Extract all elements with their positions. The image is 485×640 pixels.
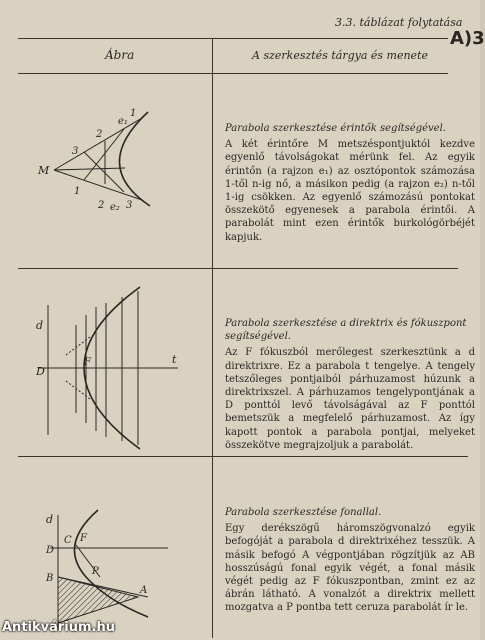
column-header-figure: Ábra xyxy=(105,48,135,62)
label-D: D xyxy=(46,545,55,556)
row2-title: Parabola szerkesztése a direktrix és fókuszpont segítségével. xyxy=(225,318,467,343)
row-rule-2 xyxy=(18,456,468,457)
row1-body: A két érintőre M metszéspontjuktól kezdve egyenlő távolságokat mérünk fel. Az egyik érintőn (a rajzon e₁) az osztópontok számozása 1-től n-ig nő, a másikon pedig (a rajzon e₂) n-től 1-ig csökken. Az egyenlő számozású pontokat összekötő egyenesek a parabola érintői. A parabolát mint ezen érintők burkológörbéjét kapjuk. xyxy=(225,139,475,243)
watermark: Antikvárium.hu xyxy=(2,620,115,635)
corner-label: A)3 xyxy=(450,28,485,49)
label-d: d xyxy=(36,319,44,332)
row3-text xyxy=(225,506,475,615)
row2-body: Az F fókuszból merőlegest szerkesztünk a d direktrixre. Ez a parabola t tengelye. A tengely tetszőleges pontjaiból párhuzamost húzunk a direktrixszel. A párhuzamos tengelypontjának a D ponttól levő távolságával az F ponttól bemetszük a megfelelő párhuzamost. Az így kapott pontok a parabola pontjai, melyeket összekötve megrajzoljuk a parabolát. xyxy=(225,347,475,451)
column-divider xyxy=(212,38,213,638)
label-C: C xyxy=(64,535,72,546)
figure-string-construction xyxy=(28,505,208,630)
label-F: F xyxy=(80,533,87,544)
label-1-bottom: 1 xyxy=(74,186,81,197)
figure-tangent-construction xyxy=(30,100,210,213)
label-t: t xyxy=(172,353,177,366)
label-A: A xyxy=(140,585,148,596)
header-rule xyxy=(18,73,448,74)
table-caption: 3.3. táblázat folytatása xyxy=(335,16,463,29)
label-2-top: 2 xyxy=(96,129,103,140)
table-top-rule xyxy=(18,38,448,39)
row2-text xyxy=(225,317,475,452)
label-2-bottom: 2 xyxy=(98,200,105,211)
column-header-description: A szerkesztés tárgya és menete xyxy=(252,49,428,62)
row1-title: Parabola szerkesztése érintők segítségével. xyxy=(225,123,446,134)
row3-body: Egy derékszögű háromszögvonalzó egyik befogóját a parabola d direktrixéhez tesszük. A másik befogó A végpontjában rögzítjük az AB hosszúságú fonal egyik végét, a fonal másik végét pedig az F fókuszpontban, zmint ez az ábrán látható. A vonalzót a direktrix mellett mozgatva a P pontba tett ceruza parabolát ír le. xyxy=(225,523,475,614)
label-F: F xyxy=(84,357,91,368)
label-e1: e₁ xyxy=(118,116,128,127)
label-P: P xyxy=(92,566,99,577)
label-3-bottom: 3 xyxy=(126,200,133,211)
label-D: D xyxy=(36,365,45,378)
label-d: d xyxy=(46,513,54,526)
label-1-top: 1 xyxy=(130,108,137,119)
label-B: B xyxy=(46,573,54,584)
label-m: M xyxy=(38,164,50,177)
label-e2: e₂ xyxy=(110,202,120,213)
row-rule-1 xyxy=(18,268,458,269)
label-3-top: 3 xyxy=(72,146,79,157)
row3-title: Parabola szerkesztése fonallal. xyxy=(225,507,382,518)
figure-directrix-construction xyxy=(28,285,208,445)
row1-text xyxy=(225,122,475,244)
